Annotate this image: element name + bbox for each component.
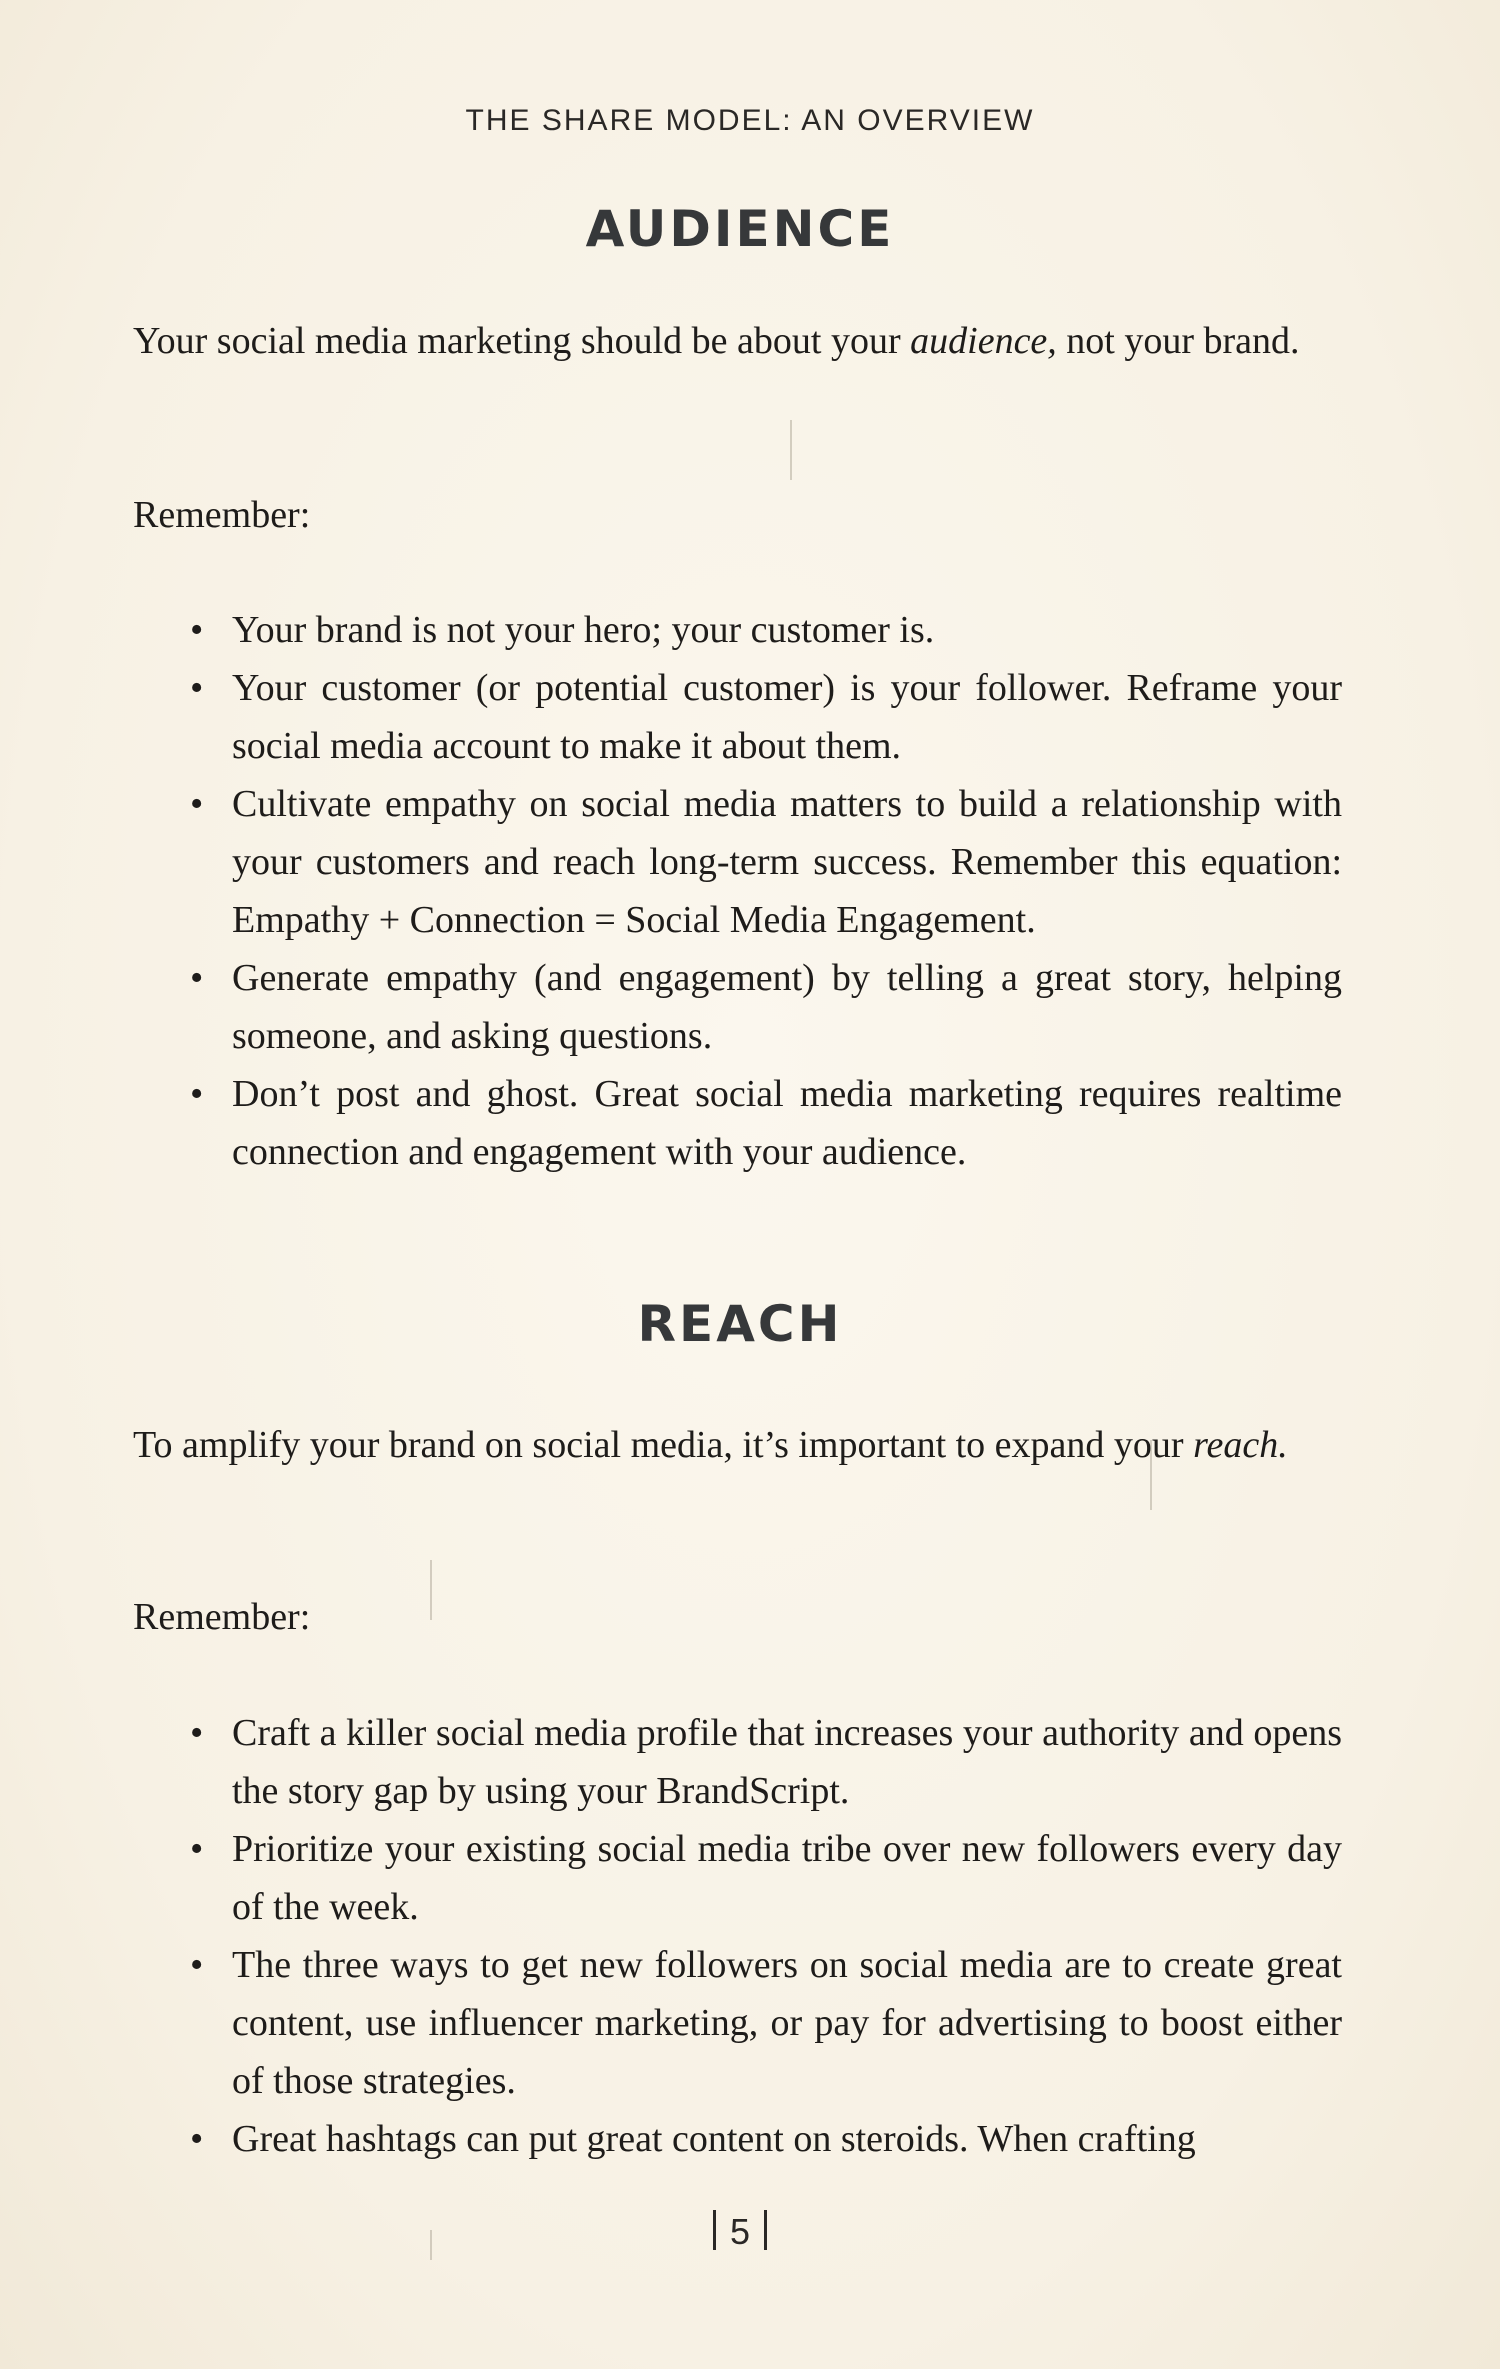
folio-divider [764, 2210, 767, 2250]
list-item-text: Craft a killer social media profile that increases your authority and opens the story gap by using your BrandScript. [232, 1712, 1342, 1812]
audience-remember-label: Remember: [133, 494, 311, 536]
bullet-icon: • [190, 1073, 204, 1115]
list-item [190, 775, 1342, 949]
bullet-icon: • [190, 2118, 204, 2160]
list-item [190, 601, 1342, 659]
bullet-icon: • [190, 609, 204, 651]
audience-intro-text: Your social media marketing should be about your [133, 320, 911, 362]
list-item [190, 1820, 1342, 1936]
folio-divider [713, 2210, 716, 2250]
list-item-text: The three ways to get new followers on social media are to create great content, use influencer marketing, or pay for advertising to boost either of those strategies. [232, 1944, 1342, 2102]
bullet-icon: • [190, 957, 204, 999]
list-item-text: Cultivate empathy on social media matters to build a relationship with your customers and reach long-term success. Remember this equation: Empathy + Connection = Social Media Engagement. [232, 783, 1342, 941]
page-number [0, 2210, 1480, 2253]
list-item-text: Great hashtags can put great content on steroids. When crafting [232, 2118, 1196, 2160]
paper-scuff-mark [790, 420, 792, 480]
reach-intro-text: To amplify your brand on social media, it’s important to expand your [133, 1424, 1194, 1466]
bullet-icon: • [190, 783, 204, 825]
list-item-text: Prioritize your existing social media tribe over new followers every day of the week. [232, 1828, 1342, 1928]
bullet-icon: • [190, 667, 204, 709]
audience-bullet-list [190, 601, 1342, 1181]
list-item [190, 949, 1342, 1065]
reach-intro [133, 1416, 1343, 1474]
bullet-icon: • [190, 1712, 204, 1754]
list-item [190, 1704, 1342, 1820]
list-item [190, 1065, 1342, 1181]
running-head: THE SHARE MODEL: AN OVERVIEW [465, 104, 1035, 137]
list-item-text: Your brand is not your hero; your customer is. [232, 609, 935, 651]
audience-intro [133, 312, 1343, 370]
list-item [190, 659, 1342, 775]
audience-intro-text-end: not your brand. [1056, 320, 1300, 362]
bullet-icon: • [190, 1944, 204, 1986]
page-number-value: 5 [729, 2211, 751, 2252]
reach-bullet-list [190, 1704, 1342, 2168]
bullet-icon: • [190, 1828, 204, 1870]
list-item [190, 2110, 1342, 2168]
list-item-text: Don’t post and ghost. Great social media marketing requires realtime connection and engagement with your audience. [232, 1073, 1342, 1173]
list-item-text: Generate empathy (and engagement) by telling a great story, helping someone, and asking questions. [232, 957, 1342, 1057]
list-item-text: Your customer (or potential customer) is your follower. Reframe your social media account to make it about them. [232, 667, 1342, 767]
audience-intro-emphasis: audience, [910, 320, 1057, 362]
section-heading-audience: AUDIENCE [585, 200, 895, 258]
section-heading-reach: REACH [637, 1295, 843, 1353]
reach-remember-label: Remember: [133, 1596, 311, 1638]
reach-intro-emphasis: reach. [1193, 1424, 1288, 1466]
list-item [190, 1936, 1342, 2110]
